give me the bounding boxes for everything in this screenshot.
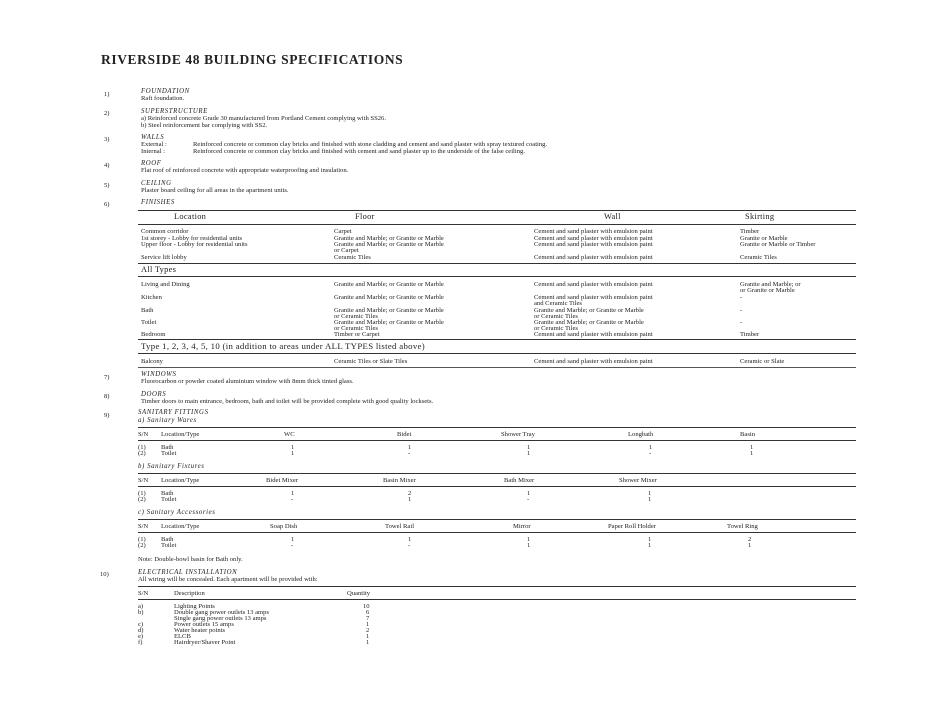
superstructure-b: b) Steel reinforcement bar complying with SS2. — [141, 122, 268, 129]
table-cell: Toilet — [161, 496, 177, 503]
table-header: Shower Mixer — [619, 477, 657, 484]
table-cell: Timber — [740, 228, 760, 235]
table-cell: 1 — [291, 490, 295, 497]
table-header: S/N — [138, 590, 149, 597]
table-cell: Toilet — [161, 450, 177, 457]
section-heading-windows: WINDOWS — [141, 371, 177, 378]
finishes-header-location: Location — [174, 212, 207, 221]
table-cell: Granite and Marble; or Granite or Marble — [334, 294, 444, 301]
table-cell: - — [408, 542, 411, 549]
table-cell: Toilet — [161, 542, 177, 549]
walls-external-text: Reinforced concrete or common clay bricks and finished with stone cladding and cement and sand plaster with spray textured coating. — [193, 141, 548, 148]
walls-internal-text: Reinforced concrete or common clay bricks and finished with cement and sand plaster up to the underside of the false ceiling. — [193, 148, 525, 155]
table-cell: b) — [138, 609, 144, 616]
section-number: 8) — [104, 393, 110, 400]
table-cell: 1 — [527, 536, 531, 543]
table-cell: Granite and Marble; or — [740, 281, 801, 288]
table-cell: 1 — [527, 444, 531, 451]
table-cell: or Granite or Marble — [740, 287, 795, 294]
table-cell: - — [291, 542, 294, 549]
table-cell: - — [740, 319, 743, 326]
table-cell: Bath — [161, 444, 174, 451]
table-cell: Cement and sand plaster with emulsion paint — [534, 228, 653, 235]
table-cell: Timber or Carpet — [334, 331, 380, 338]
section-number: 1) — [104, 91, 110, 98]
table-cell: Carpet — [334, 228, 352, 235]
table-header: Soap Dish — [270, 523, 298, 530]
table-cell: or Ceramic Tiles — [334, 325, 378, 332]
table-cell: 10 — [363, 603, 370, 610]
table-cell: Cement and sand plaster with emulsion paint — [534, 331, 653, 338]
finishes-header-skirting: Skirting — [745, 212, 775, 221]
table-cell: Balcony — [141, 358, 163, 365]
section-number: 6) — [104, 201, 110, 208]
table-header: Location/Type — [161, 523, 200, 530]
table-cell: 1 — [408, 444, 412, 451]
section-heading-doors: DOORS — [141, 391, 167, 398]
table-header: S/N — [138, 523, 149, 530]
table-cell: 2 — [408, 490, 412, 497]
table-cell: Granite and Marble; or Granite or Marble — [334, 241, 444, 248]
table-header: Towel Ring — [727, 523, 758, 530]
table-cell: (1) — [138, 444, 146, 451]
all-types-label: All Types — [141, 265, 177, 274]
ceiling-text: Plaster board ceiling for all areas in the apartment units. — [141, 187, 289, 194]
table-cell: and Ceramic Tiles — [534, 300, 582, 307]
windows-text: Fluorocarbon or powder coated aluminium window with 8mm thick tinted glass. — [141, 378, 354, 385]
table-cell: Timber — [740, 331, 760, 338]
table-cell: a) — [138, 603, 144, 610]
table-cell: Common corridor — [141, 228, 189, 235]
finishes-header-wall: Wall — [604, 212, 621, 221]
table-cell: - — [649, 450, 652, 457]
table-cell: ELCB — [174, 633, 191, 640]
table-header: Mirror — [513, 523, 531, 530]
table-cell: 1 — [291, 444, 295, 451]
section-number: 2) — [104, 110, 110, 117]
table-cell: 1 — [366, 633, 370, 640]
table-header: Towel Rail — [385, 523, 415, 530]
table-header: Shower Tray — [501, 431, 535, 438]
table-header: Quantity — [347, 590, 371, 597]
table-cell: 1 — [750, 444, 754, 451]
section-heading-walls: WALLS — [141, 134, 165, 141]
section-heading-superstructure: SUPERSTRUCTURE — [141, 108, 208, 115]
section-number: 4) — [104, 162, 110, 169]
table-cell: (2) — [138, 496, 146, 503]
table-header: Basin Mixer — [383, 477, 416, 484]
superstructure-a: a) Reinforced concrete Grade 30 manufactured from Portland Cement complying with SS26. — [141, 115, 386, 122]
doors-text: Timber doors to main entrance, bedroom, bath and toilet will be provided complete with good quality locksets. — [141, 398, 434, 405]
table-cell: (1) — [138, 536, 146, 543]
table-cell: e) — [138, 633, 144, 640]
table-cell: Cement and sand plaster with emulsion paint — [534, 294, 653, 301]
table-header: S/N — [138, 477, 149, 484]
table-cell: Lighting Points — [174, 603, 215, 610]
table-header: Paper Roll Holder — [608, 523, 656, 530]
table-cell: 1 — [527, 450, 531, 457]
page-title: RIVERSIDE 48 BUILDING SPECIFICATIONS — [101, 52, 404, 67]
table-cell: 1 — [408, 496, 412, 503]
table-cell: d) — [138, 627, 144, 634]
table-cell: Ceramic or Slate — [740, 358, 785, 365]
table-header: Bidet — [397, 431, 412, 438]
table-cell: Cement and sand plaster with emulsion paint — [534, 235, 653, 242]
table-cell: 1 — [527, 490, 531, 497]
section-number: 5) — [104, 182, 110, 189]
table-cell: c) — [138, 621, 144, 628]
table-cell: 7 — [366, 615, 370, 622]
table-cell: Kitchen — [141, 294, 162, 301]
table-cell: Granite and Marble; or Granite or Marble — [334, 235, 444, 242]
table-cell: f) — [138, 639, 143, 646]
sanitary-accessories-label: c) Sanitary Accessories — [138, 509, 216, 516]
sanitary-note: Note: Double-bowl basin for Bath only. — [138, 556, 243, 563]
table-cell: Water heater points — [174, 627, 226, 634]
table-cell: Bath — [161, 536, 174, 543]
table-cell: 1 — [527, 542, 531, 549]
section-heading-electrical: ELECTRICAL INSTALLATION — [138, 569, 238, 576]
type-specific-label: Type 1, 2, 3, 4, 5, 10 (in addition to areas under ALL TYPES listed above) — [141, 341, 425, 351]
table-header: WC — [284, 431, 295, 438]
section-number: 9) — [104, 412, 110, 419]
walls-external-label: External : — [141, 141, 167, 148]
table-cell: Single gang power outlets 13 amps — [174, 615, 267, 622]
table-header: Longbath — [628, 431, 654, 438]
table-header: Bidet Mixer — [266, 477, 299, 484]
table-cell: 1 — [649, 444, 653, 451]
table-cell: Power outlets 15 amps — [174, 621, 234, 628]
table-cell: Upper floor - Lobby for residential units — [141, 241, 248, 248]
table-cell: 1 — [366, 621, 370, 628]
section-heading-sanitary: SANITARY FITTINGS — [138, 409, 209, 416]
table-cell: 6 — [366, 609, 370, 616]
electrical-text: All wiring will be concealed. Each apartment will be provided with: — [138, 576, 318, 583]
finishes-header-floor: Floor — [355, 212, 375, 221]
table-cell: - — [740, 294, 743, 301]
table-cell: Granite and Marble; or Granite or Marble — [334, 281, 444, 288]
table-cell: Hairdryer/Shaver Point — [174, 639, 236, 646]
section-number: 7) — [104, 374, 110, 381]
table-header: Location/Type — [161, 431, 200, 438]
table-cell: Granite or Marble — [740, 235, 788, 242]
table-cell: Toilet — [141, 319, 157, 326]
table-cell: 2 — [366, 627, 370, 634]
table-cell: 1 — [648, 490, 652, 497]
section-heading-roof: ROOF — [141, 160, 162, 167]
sanitary-wares-label: a) Sanitary Wares — [138, 417, 197, 424]
table-cell: (2) — [138, 450, 146, 457]
table-cell: Granite and Marble; or Granite or Marble — [334, 307, 444, 314]
table-cell: - — [408, 450, 411, 457]
section-heading-foundation: FOUNDATION — [141, 88, 190, 95]
table-cell: Cement and sand plaster with emulsion paint — [534, 241, 653, 248]
table-cell: or Ceramic Tiles — [534, 313, 578, 320]
table-cell: 1 — [291, 450, 295, 457]
table-cell: Double gang power outlets 13 amps — [174, 609, 270, 616]
table-cell: Bath — [161, 490, 174, 497]
table-cell: 1 — [648, 542, 652, 549]
table-cell: Granite and Marble; or Granite or Marble — [534, 319, 644, 326]
table-cell: 2 — [748, 536, 752, 543]
table-cell: (1) — [138, 490, 146, 497]
table-header: Basin — [740, 431, 756, 438]
section-number: 10) — [100, 571, 109, 578]
table-header: Description — [174, 590, 205, 597]
table-header: S/N — [138, 431, 149, 438]
table-cell: Granite or Marble or Timber — [740, 241, 816, 248]
walls-internal-label: Internal : — [141, 148, 165, 155]
table-cell: Cement and sand plaster with emulsion paint — [534, 254, 653, 261]
table-header: Location/Type — [161, 477, 200, 484]
sanitary-fixtures-label: b) Sanitary Fixtures — [138, 463, 205, 470]
table-cell: 1 — [648, 496, 652, 503]
table-cell: or Ceramic Tiles — [534, 325, 578, 332]
table-cell: Cement and sand plaster with emulsion paint — [534, 358, 653, 365]
table-cell: or Ceramic Tiles — [334, 313, 378, 320]
table-cell: Bedroom — [141, 331, 166, 338]
table-cell: 1 — [648, 536, 652, 543]
section-heading-finishes: FINISHES — [141, 199, 175, 206]
roof-text: Flat roof of reinforced concrete with appropriate waterproofing and insulation. — [141, 167, 349, 174]
table-cell: Bath — [141, 307, 154, 314]
table-cell: Service lift lobby — [141, 254, 187, 261]
section-number: 3) — [104, 136, 110, 143]
table-cell: - — [291, 496, 294, 503]
table-cell: 1 — [291, 536, 295, 543]
table-cell: (2) — [138, 542, 146, 549]
table-cell: 1 — [748, 542, 752, 549]
table-cell: Granite and Marble; or Granite or Marble — [334, 319, 444, 326]
table-cell: 1 — [408, 536, 412, 543]
section-heading-ceiling: CEILING — [141, 180, 172, 187]
table-cell: Cement and sand plaster with emulsion paint — [534, 281, 653, 288]
table-cell: Ceramic Tiles or Slate Tiles — [334, 358, 408, 365]
foundation-text: Raft foundation. — [141, 95, 185, 102]
table-header: Bath Mixer — [504, 477, 535, 484]
table-cell: - — [740, 307, 743, 314]
table-cell: 1 — [750, 450, 754, 457]
table-cell: Ceramic Tiles — [740, 254, 777, 261]
table-cell: Living and Dining — [141, 281, 190, 288]
table-cell: or Carpet — [334, 247, 359, 254]
table-cell: 1 — [366, 639, 370, 646]
table-cell: 1st storey - Lobby for residential units — [141, 235, 243, 242]
table-cell: Ceramic Tiles — [334, 254, 371, 261]
table-cell: - — [527, 496, 530, 503]
table-cell: Granite and Marble; or Granite or Marble — [534, 307, 644, 314]
